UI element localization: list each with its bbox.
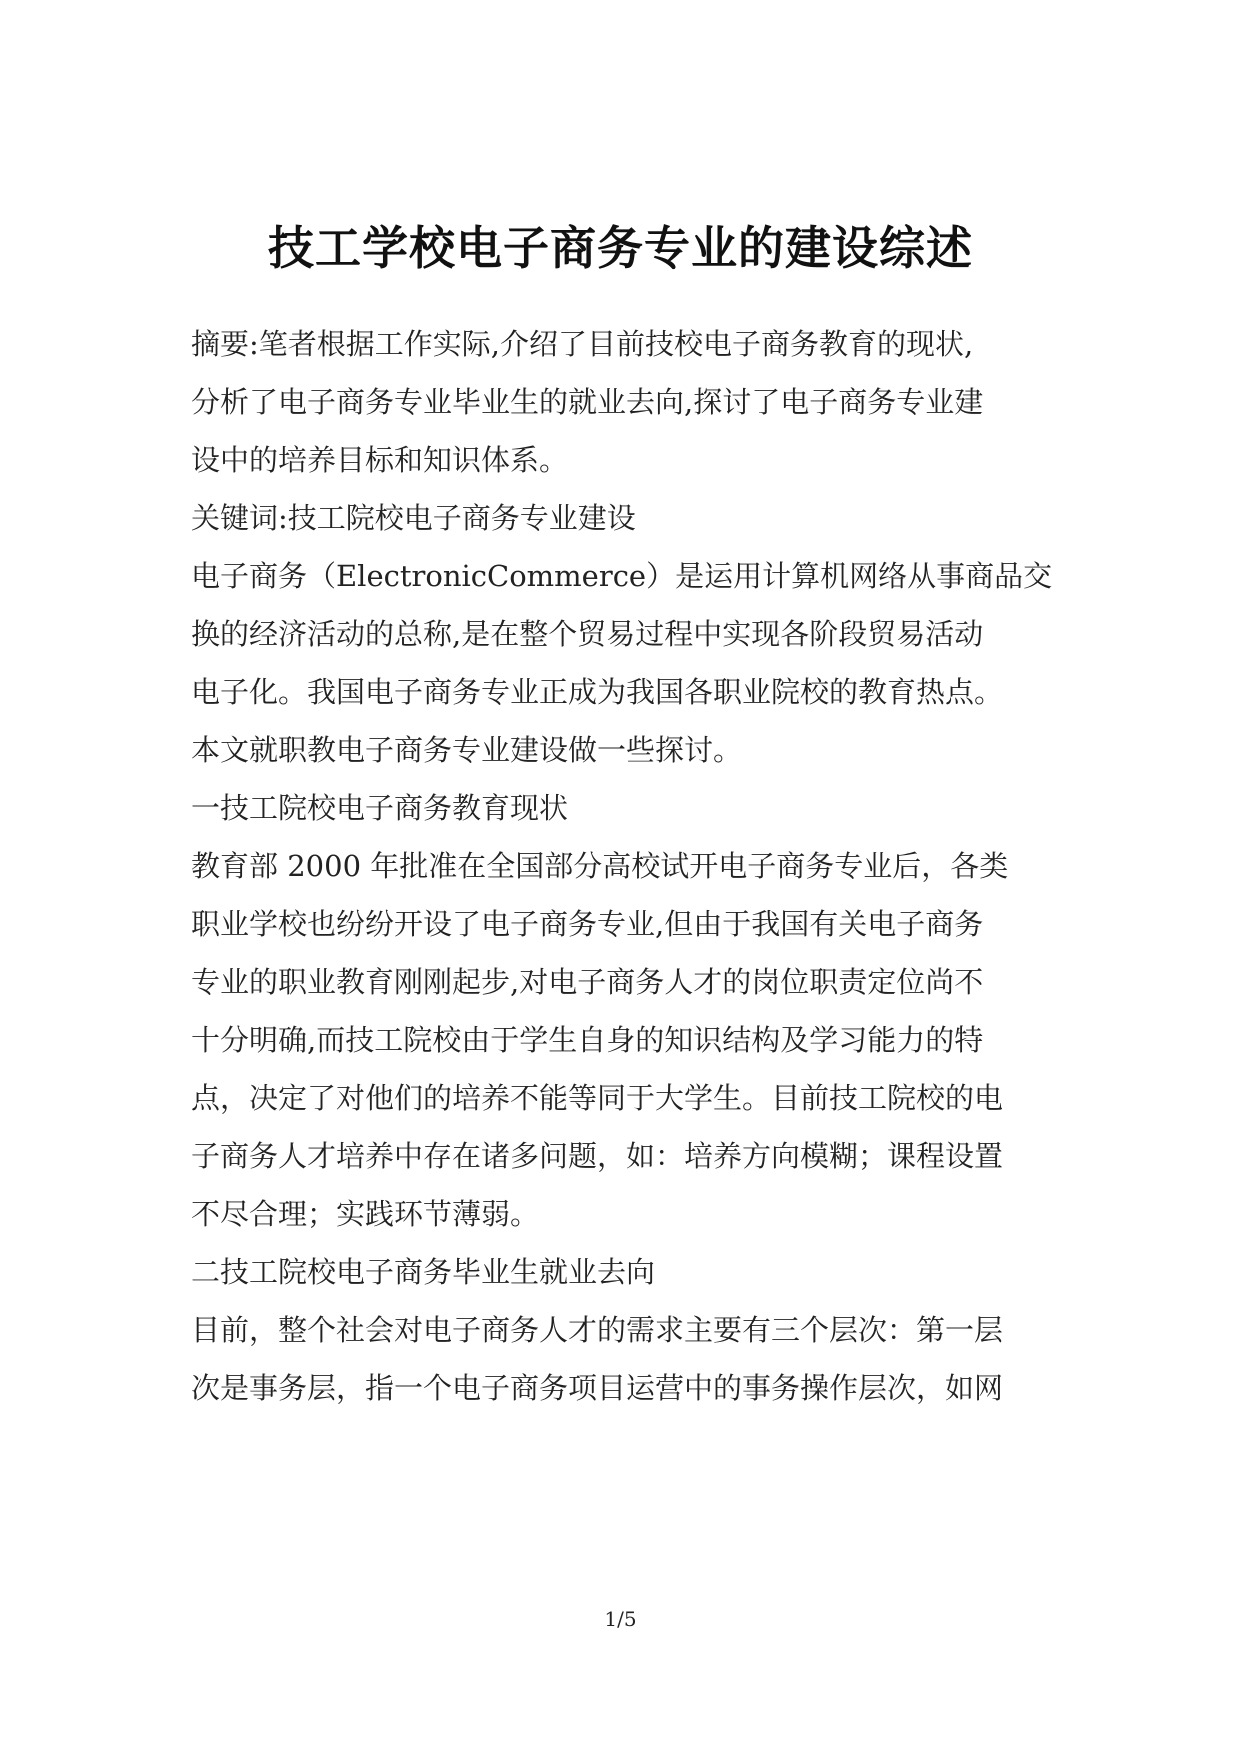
body-line-intro-2: 换的经济活动的总称,是在整个贸易过程中实现各阶段贸易活动 bbox=[191, 617, 984, 651]
body-line-section2-1: 目前，整个社会对电子商务人才的需求主要有三个层次：第一层 bbox=[191, 1313, 1004, 1347]
body-line-section2-2: 次是事务层，指一个电子商务项目运营中的事务操作层次，如网 bbox=[191, 1371, 1004, 1405]
body-line-section1-1: 教育部 2000 年批准在全国部分高校试开电子商务专业后，各类 bbox=[191, 849, 1009, 883]
body-line-intro-1: 电子商务（ElectronicCommerce）是运用计算机网络从事商品交 bbox=[191, 559, 1053, 593]
body-line-keywords: 关键词:技工院校电子商务专业建设 bbox=[191, 501, 636, 535]
body-line-section1-6: 子商务人才培养中存在诸多问题，如：培养方向模糊；课程设置 bbox=[191, 1139, 1004, 1173]
body-line-intro-4: 本文就职教电子商务专业建设做一些探讨。 bbox=[191, 733, 743, 767]
body-line-section1-7: 不尽合理；实践环节薄弱。 bbox=[191, 1197, 540, 1231]
body-line-intro-3: 电子化。我国电子商务专业正成为我国各职业院校的教育热点。 bbox=[191, 675, 1004, 709]
body-line-abstract-2: 分析了电子商务专业毕业生的就业去向,探讨了电子商务专业建 bbox=[191, 385, 984, 419]
body-line-section1-4: 十分明确,而技工院校由于学生自身的知识结构及学习能力的特 bbox=[191, 1023, 984, 1057]
page-number: 1/5 bbox=[604, 1607, 637, 1631]
body-line-abstract-3: 设中的培养目标和知识体系。 bbox=[191, 443, 569, 477]
body-line-section1-5: 点，决定了对他们的培养不能等同于大学生。目前技工院校的电 bbox=[191, 1081, 1004, 1115]
body-line-section1-3: 专业的职业教育刚刚起步,对电子商务人才的岗位职责定位尚不 bbox=[191, 965, 984, 999]
document-title: 技工学校电子商务专业的建设综述 bbox=[268, 221, 973, 275]
section-heading-2: 二技工院校电子商务毕业生就业去向 bbox=[191, 1255, 656, 1289]
section-heading-1: 一技工院校电子商务教育现状 bbox=[191, 791, 569, 825]
body-line-section1-2: 职业学校也纷纷开设了电子商务专业,但由于我国有关电子商务 bbox=[191, 907, 984, 941]
body-line-abstract-1: 摘要:笔者根据工作实际,介绍了目前技校电子商务教育的现状, bbox=[191, 327, 974, 361]
